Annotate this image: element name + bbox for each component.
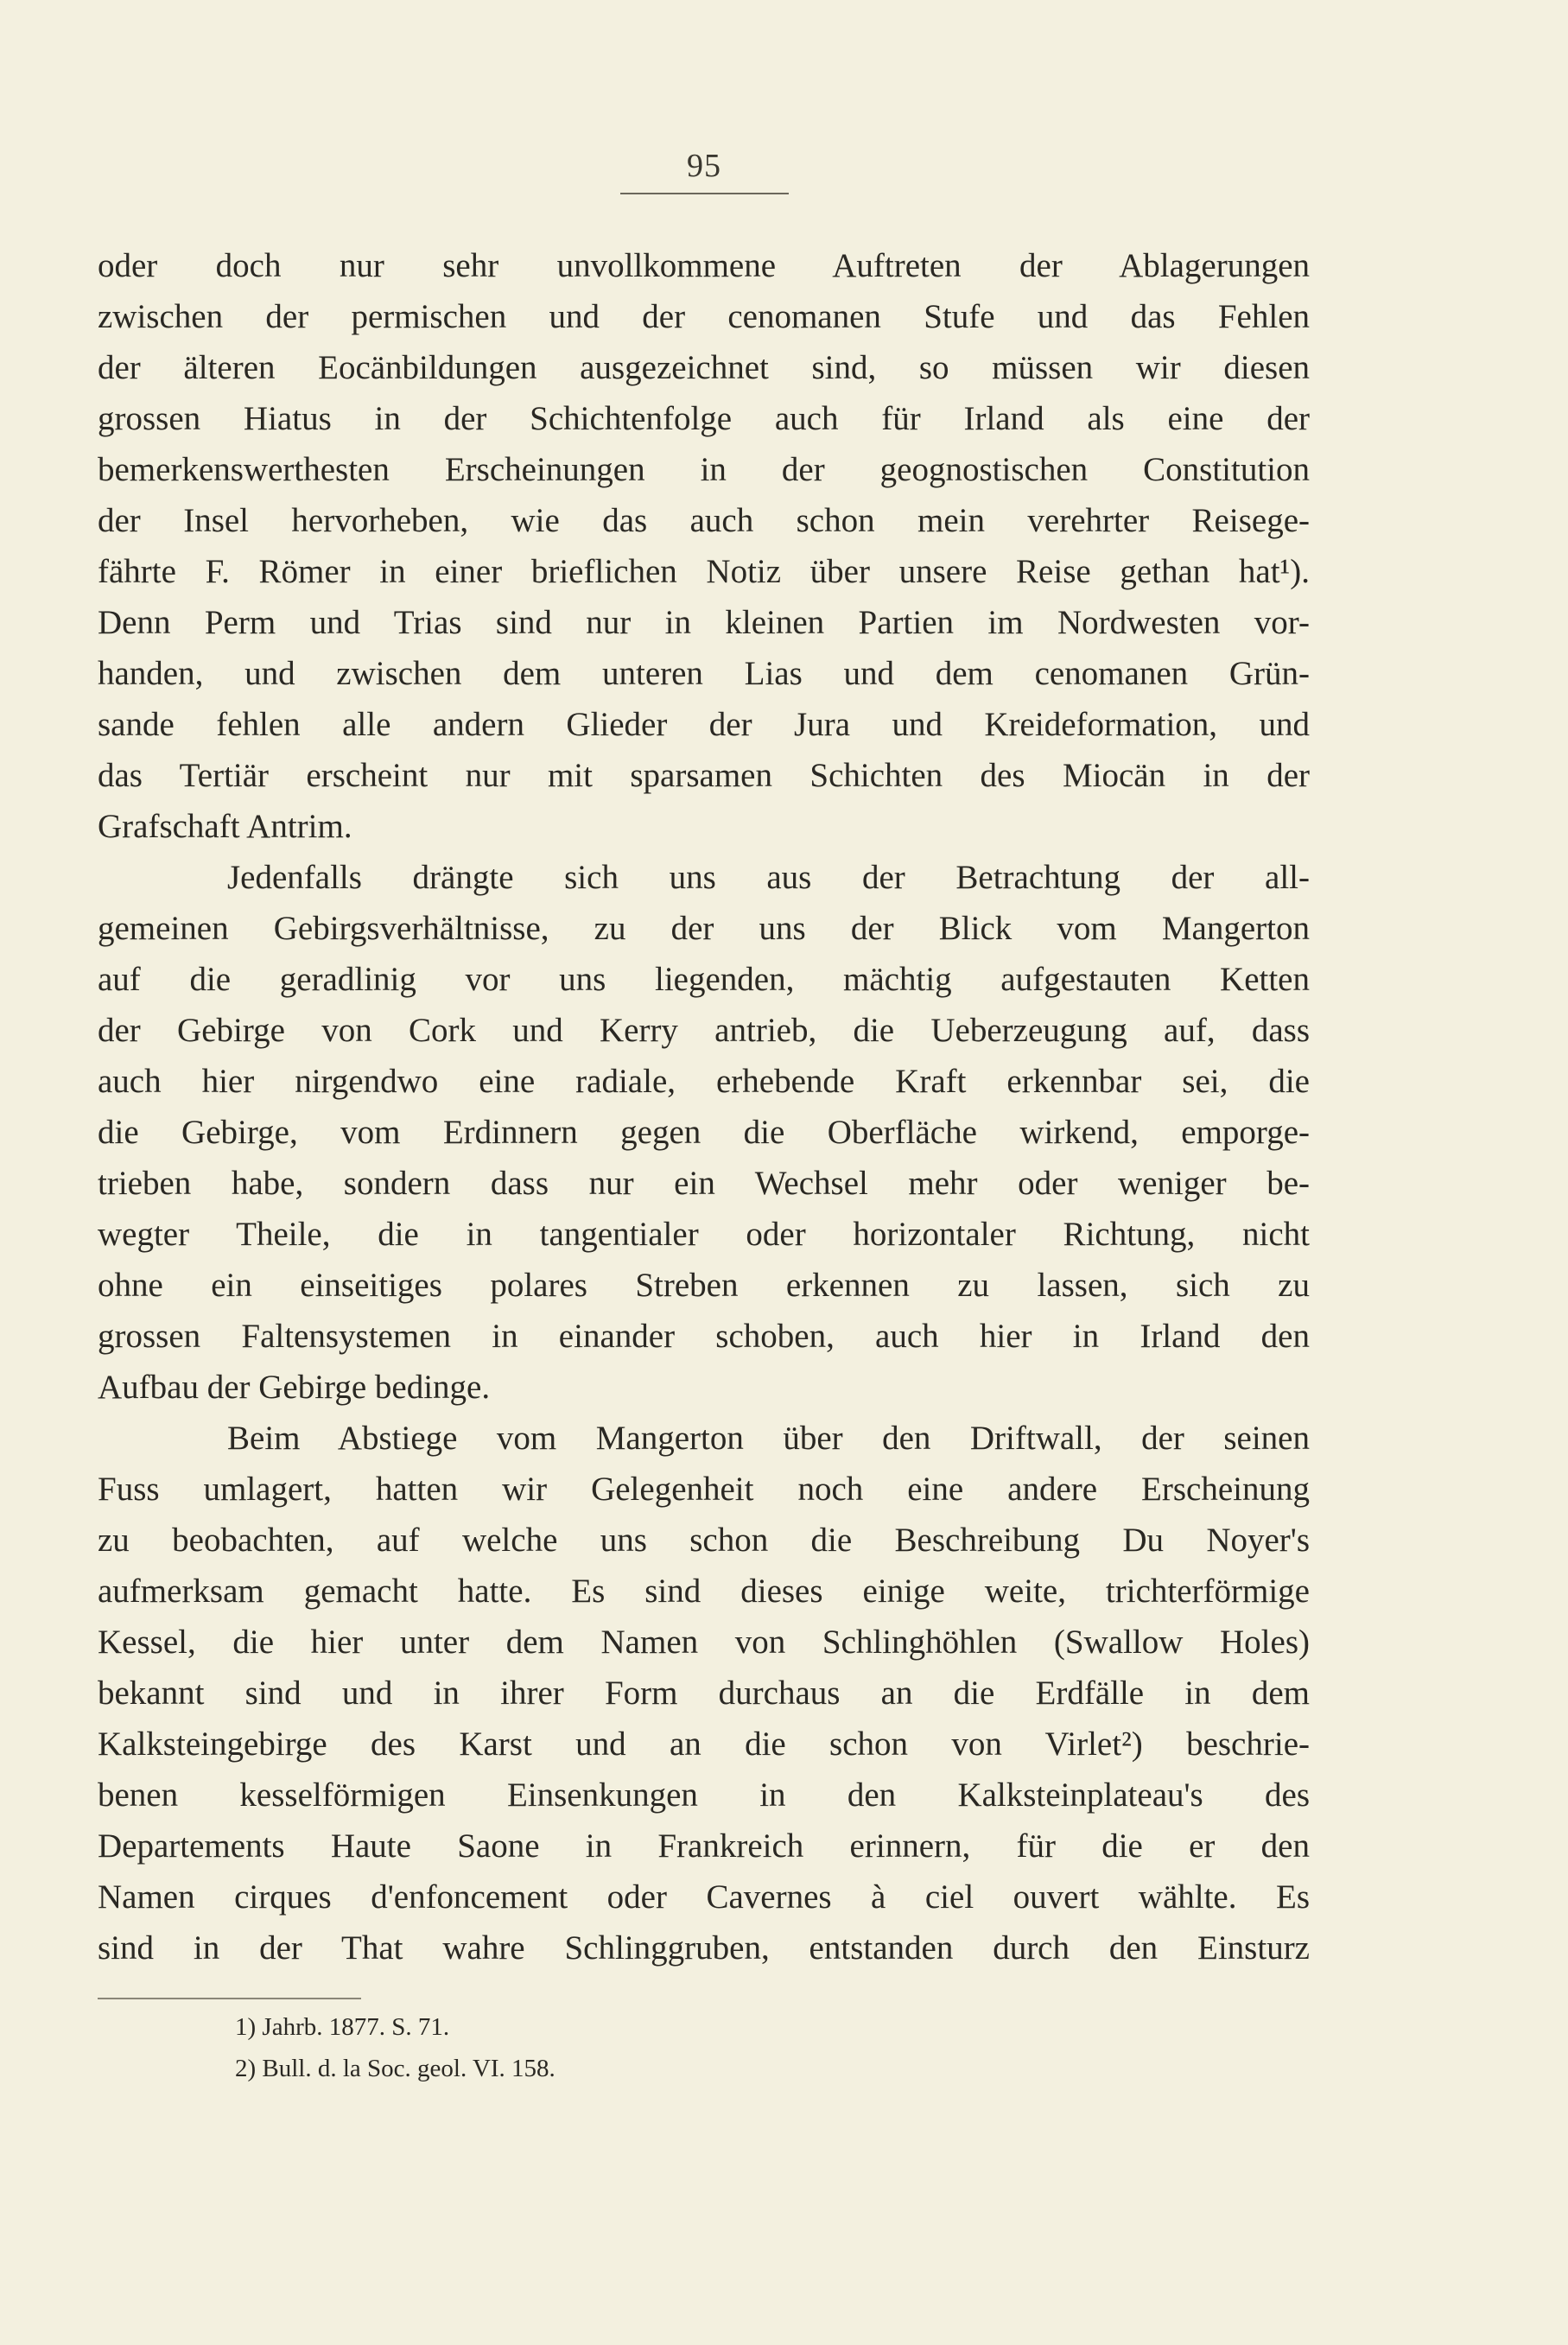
- text-line: Departements Haute Saone in Frankreich erinnern, für die er den: [98, 1827, 1310, 1865]
- text-line: Grafschaft Antrim.: [98, 808, 352, 845]
- text-line: der Insel hervorheben, wie das auch schon mein verehrter Reisege-: [98, 502, 1310, 539]
- text-line: sind in der That wahre Schlinggruben, entstanden durch den Einsturz: [98, 1929, 1310, 1967]
- paragraph-first-line: Beim Abstiege vom Mangerton über den Driftwall, der seinen: [227, 1420, 1310, 1457]
- text-line: sande fehlen alle andern Glieder der Jura und Kreideformation, und: [98, 706, 1310, 743]
- text-line: Kessel, die hier unter dem Namen von Schlinghöhlen (Swallow Holes): [98, 1624, 1310, 1661]
- text-line: zwischen der permischen und der cenomanen Stufe und das Fehlen: [98, 298, 1310, 335]
- text-line: auf die geradlinig vor uns liegenden, mächtig aufgestauten Ketten: [98, 961, 1310, 998]
- header-rule: [620, 193, 789, 194]
- text-line: der Gebirge von Cork und Kerry antrieb, die Ueberzeugung auf, dass: [98, 1012, 1310, 1049]
- text-line: bekannt sind und in ihrer Form durchaus an die Erdfälle in dem: [98, 1675, 1310, 1712]
- text-line: Kalksteingebirge des Karst und an die schon von Virlet²) beschrie-: [98, 1725, 1310, 1763]
- text-line: oder doch nur sehr unvollkommene Auftreten der Ablagerungen: [98, 247, 1310, 284]
- text-line: handen, und zwischen dem unteren Lias und dem cenomanen Grün-: [98, 655, 1310, 692]
- text-line: ohne ein einseitiges polares Streben erkennen zu lassen, sich zu: [98, 1267, 1310, 1304]
- footnote: 2) Bull. d. la Soc. geol. VI. 158.: [235, 2055, 555, 2082]
- text-line: fährte F. Römer in einer brieflichen Notiz über unsere Reise gethan hat¹).: [98, 553, 1310, 590]
- text-line: auch hier nirgendwo eine radiale, erhebende Kraft erkennbar sei, die: [98, 1063, 1310, 1100]
- text-line: Denn Perm und Trias sind nur in kleinen Partien im Nordwesten vor-: [98, 604, 1310, 641]
- page-number: 95: [687, 148, 721, 184]
- footnote: 1) Jahrb. 1877. S. 71.: [235, 2013, 450, 2041]
- text-line: trieben habe, sondern dass nur ein Wechsel mehr oder weniger be-: [98, 1165, 1310, 1202]
- text-line: die Gebirge, vom Erdinnern gegen die Oberfläche wirkend, emporge-: [98, 1114, 1310, 1151]
- text-line: gemeinen Gebirgsverhältnisse, zu der uns der Blick vom Mangerton: [98, 910, 1310, 947]
- text-line: aufmerksam gemacht hatte. Es sind dieses einige weite, trichterförmige: [98, 1573, 1310, 1610]
- text-line: grossen Hiatus in der Schichtenfolge auch für Irland als eine der: [98, 400, 1310, 437]
- text-line: benen kesselförmigen Einsenkungen in den Kalksteinplateau's des: [98, 1776, 1310, 1814]
- text-line: wegter Theile, die in tangentialer oder horizontaler Richtung, nicht: [98, 1216, 1310, 1253]
- text-line: Fuss umlagert, hatten wir Gelegenheit noch eine andere Erscheinung: [98, 1471, 1310, 1508]
- body-text: [98, 240, 1310, 1973]
- footnote-rule: [98, 1998, 361, 1999]
- footnotes: [235, 2006, 1013, 2089]
- text-line: bemerkenswerthesten Erscheinungen in der geognostischen Constitution: [98, 451, 1310, 488]
- text-line: zu beobachten, auf welche uns schon die Beschreibung Du Noyer's: [98, 1522, 1310, 1559]
- text-line: Namen cirques d'enfoncement oder Cavernes à ciel ouvert wählte. Es: [98, 1878, 1310, 1916]
- text-line: das Tertiär erscheint nur mit sparsamen Schichten des Miocän in der: [98, 757, 1310, 794]
- text-line: der älteren Eocänbildungen ausgezeichnet sind, so müssen wir diesen: [98, 349, 1310, 386]
- paragraph-first-line: Jedenfalls drängte sich uns aus der Betrachtung der all-: [227, 859, 1310, 896]
- text-line: Aufbau der Gebirge bedinge.: [98, 1369, 491, 1406]
- text-line: grossen Faltensystemen in einander schoben, auch hier in Irland den: [98, 1318, 1310, 1355]
